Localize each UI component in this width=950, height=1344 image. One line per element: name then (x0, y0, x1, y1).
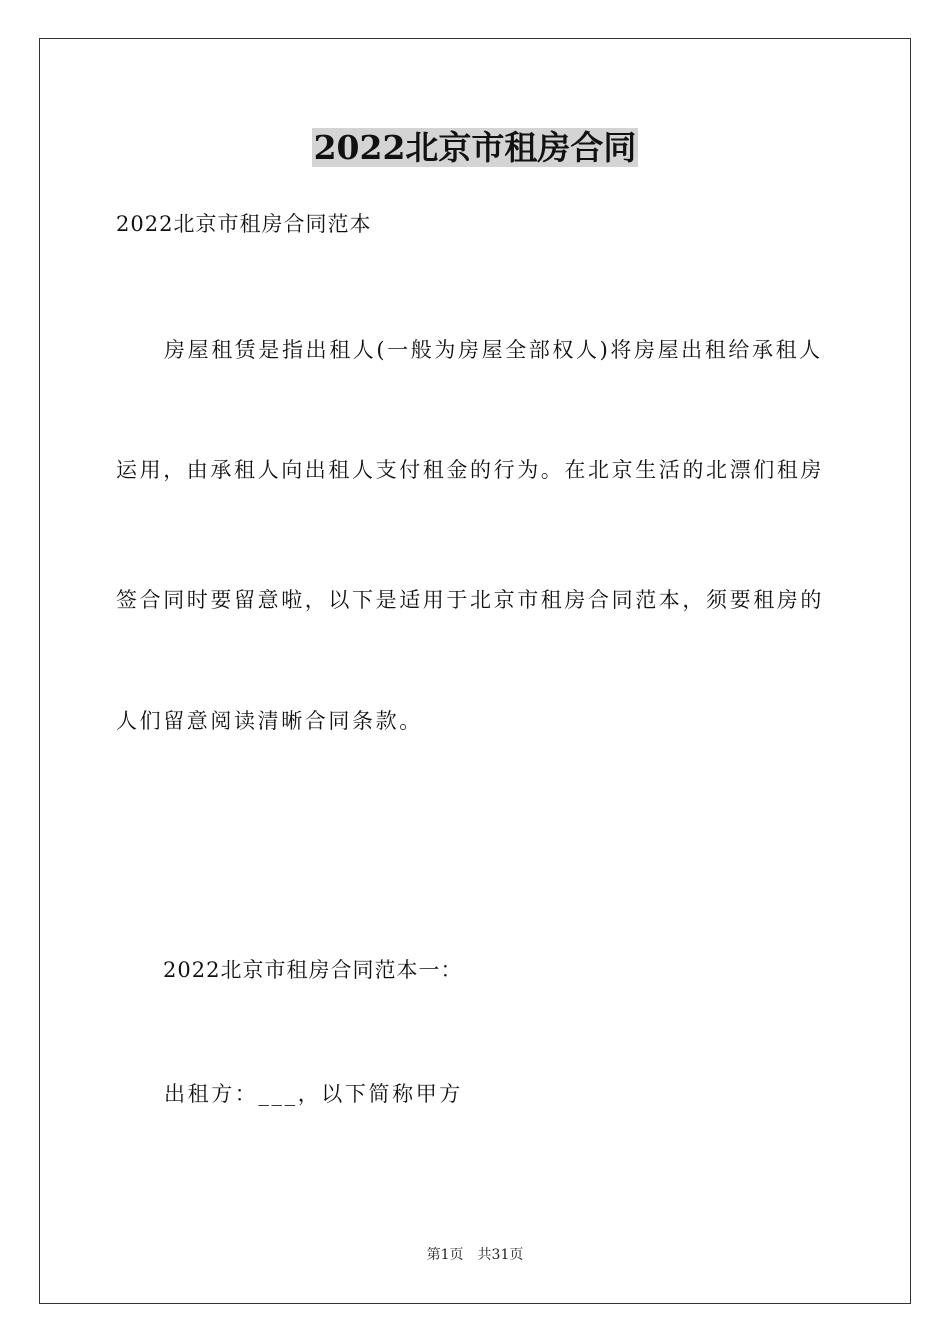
document-title-text: 2022北京市租房合同 (313, 128, 637, 167)
paragraph-line: 房屋租赁是指出租人(一般为房屋全部权人)将房屋出租给承租人 (164, 338, 823, 362)
document-subtitle: 2022北京市租房合同范本 (116, 212, 372, 236)
paragraph-line: 运用，由承租人向出租人支付租金的行为。在北京生活的北漂们租房 (116, 458, 824, 482)
page-footer: 第1页 共31页 (426, 1247, 524, 1263)
lessor-line: 出租方：___，以下简称甲方 (164, 1082, 463, 1106)
paragraph-line: 人们留意阅读清晰合同条款。 (116, 709, 423, 733)
document-title (0, 126, 950, 170)
section-heading: 2022北京市租房合同范本一： (163, 958, 463, 982)
paragraph-line: 签合同时要留意啦，以下是适用于北京市租房合同范本，须要租房的 (116, 588, 824, 612)
